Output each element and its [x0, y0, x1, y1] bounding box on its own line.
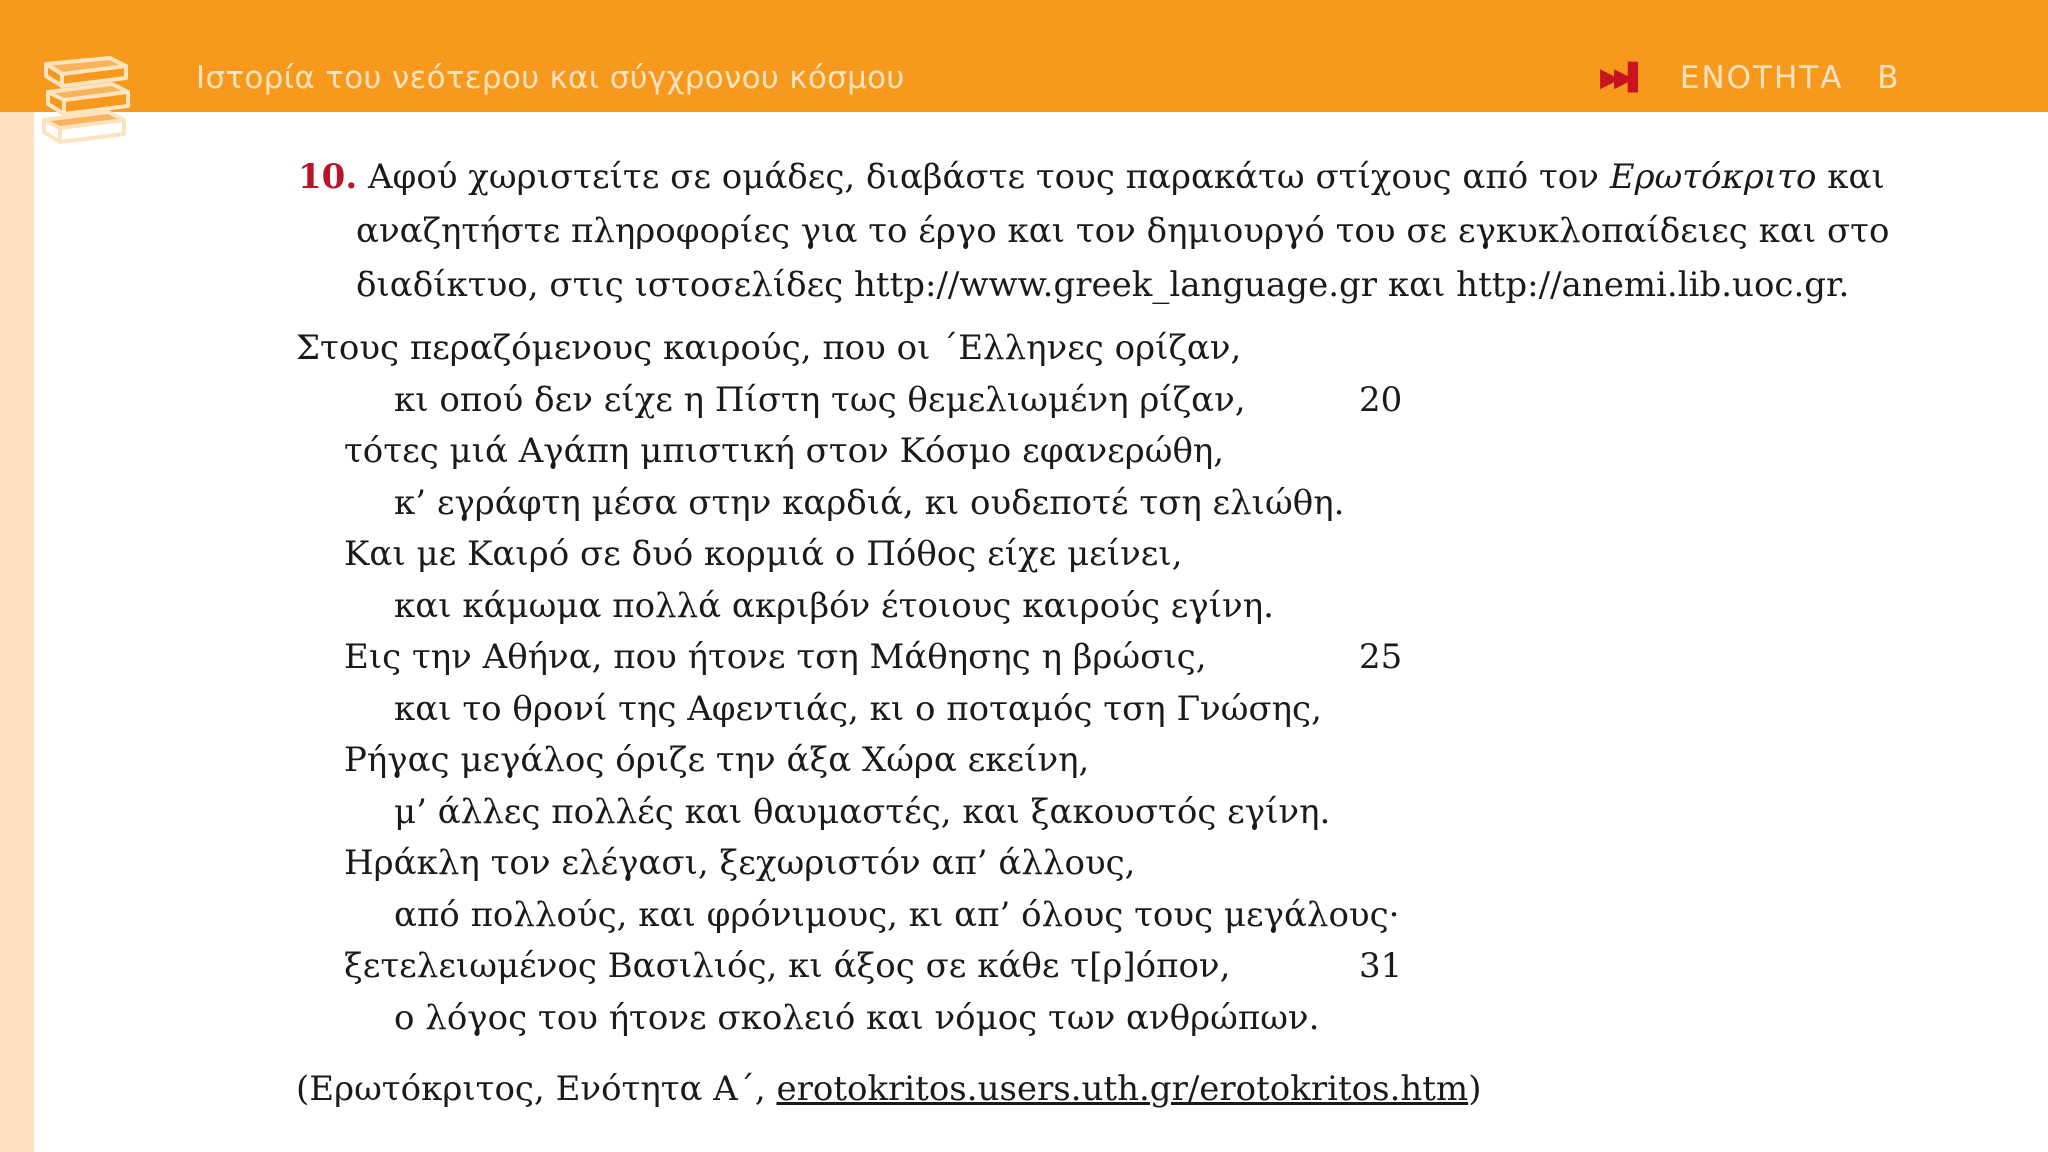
exercise-line-1-text: Αφού χωριστείτε σε ομάδες, διαβάστε τους παρακάτω στίχους από τον [368, 157, 1610, 197]
section-word: ΕΝΟΤΗΤΑ [1679, 60, 1844, 96]
verse-line [296, 787, 1399, 839]
citation [296, 1064, 1481, 1114]
poem [296, 323, 1403, 1044]
exercise-10 [298, 150, 1890, 312]
book-title: Ιστορία του νεότερου και σύγχρονου κόσμου [196, 60, 905, 96]
exercise-number: 10. [298, 157, 358, 197]
verse-text: Ηράκλη τον ελέγασι, ξεχωριστόν απ’ άλλους, [344, 843, 1136, 883]
verse-text: και κάμωμα πολλά ακριβόν έτοιους καιρούς εγίνη. [394, 585, 1274, 626]
verse-text: Στους περαζόμενους καιρούς, που οι ΄Ελληνες ορίζαν, [296, 328, 1242, 368]
verse-text: μ’ άλλες πολλές και θαυμαστές, και ξακουστός εγίνη. [394, 791, 1331, 832]
work-title: Ερωτόκριτο [1609, 157, 1817, 197]
exercise-line-1 [298, 150, 1885, 204]
verse-line [296, 632, 1403, 684]
verse-line [296, 890, 1399, 942]
verse-line [296, 941, 1403, 993]
header-band [0, 0, 2048, 112]
exercise-line-1-end: και [1816, 157, 1885, 197]
verse-text: κ’ εγράφτη μέσα στην καρδιά, κι ουδεποτέ τση ελιώθη. [394, 482, 1345, 523]
verse-line [296, 426, 1399, 478]
exercise-line-3: διαδίκτυο, στις ιστοσελίδες http://www.greek_language.gr και http://anemi.lib.uoc.gr. [356, 265, 1850, 305]
verse-number: 25 [1359, 637, 1403, 677]
source-link[interactable]: erotokritos.users.uth.gr/erotokritos.htm [776, 1069, 1469, 1109]
verse-line [296, 993, 1399, 1045]
verse-line [296, 529, 1399, 581]
section-label [1600, 60, 1901, 96]
fast-forward-icon: ▶▶▌ [1600, 63, 1642, 93]
verse-text: Ρήγας μεγάλος όριζε την άξα Χώρα εκείνη, [344, 740, 1090, 780]
verse-line [296, 375, 1403, 427]
citation-suffix: ) [1468, 1069, 1482, 1109]
verse-text: Και με Καιρό σε δυό κορμιά ο Πόθος είχε μείνει, [344, 534, 1183, 574]
verse-text: Εις την Αθήνα, που ήτονε τση Μάθησης η βρώσις, [344, 637, 1207, 677]
citation-prefix: (Ερωτόκριτος, Ενότητα Α΄, [296, 1069, 777, 1109]
verse-text: και το θρονί της Αφεντιάς, κι ο ποταμός τση Γνώσης, [394, 688, 1322, 729]
verse-line [296, 684, 1399, 736]
section-letter: Β [1877, 60, 1901, 96]
side-strip [0, 112, 34, 1152]
verse-text: ο λόγος του ήτονε σκολειό και νόμος των ανθρώπων. [394, 997, 1320, 1038]
verse-text: τότες μιά Αγάπη μπιστική στον Κόσμο εφανερώθη, [344, 431, 1225, 471]
verse-line [296, 581, 1399, 633]
verse-line [296, 838, 1399, 890]
verse-line [296, 478, 1399, 530]
verse-text: κι οπού δεν είχε η Πίστη τως θεμελιωμένη ρίζαν, [394, 379, 1246, 420]
books-stack-icon [38, 52, 134, 148]
exercise-line-2: αναζητήστε πληροφορίες για το έργο και τον δημιουργό του σε εγκυκλοπαίδειες και στο [356, 211, 1890, 251]
verse-number: 31 [1359, 946, 1403, 986]
verse-line [296, 735, 1399, 787]
verse-text: από πολλούς, και φρόνιμους, κι απ’ όλους τους μεγάλους· [394, 894, 1400, 935]
verse-text: ξετελειωμένος Βασιλιός, κι άξος σε κάθε τ[ρ]όπον, [344, 946, 1231, 986]
verse-line [296, 323, 1399, 375]
verse-number: 20 [1359, 379, 1403, 420]
